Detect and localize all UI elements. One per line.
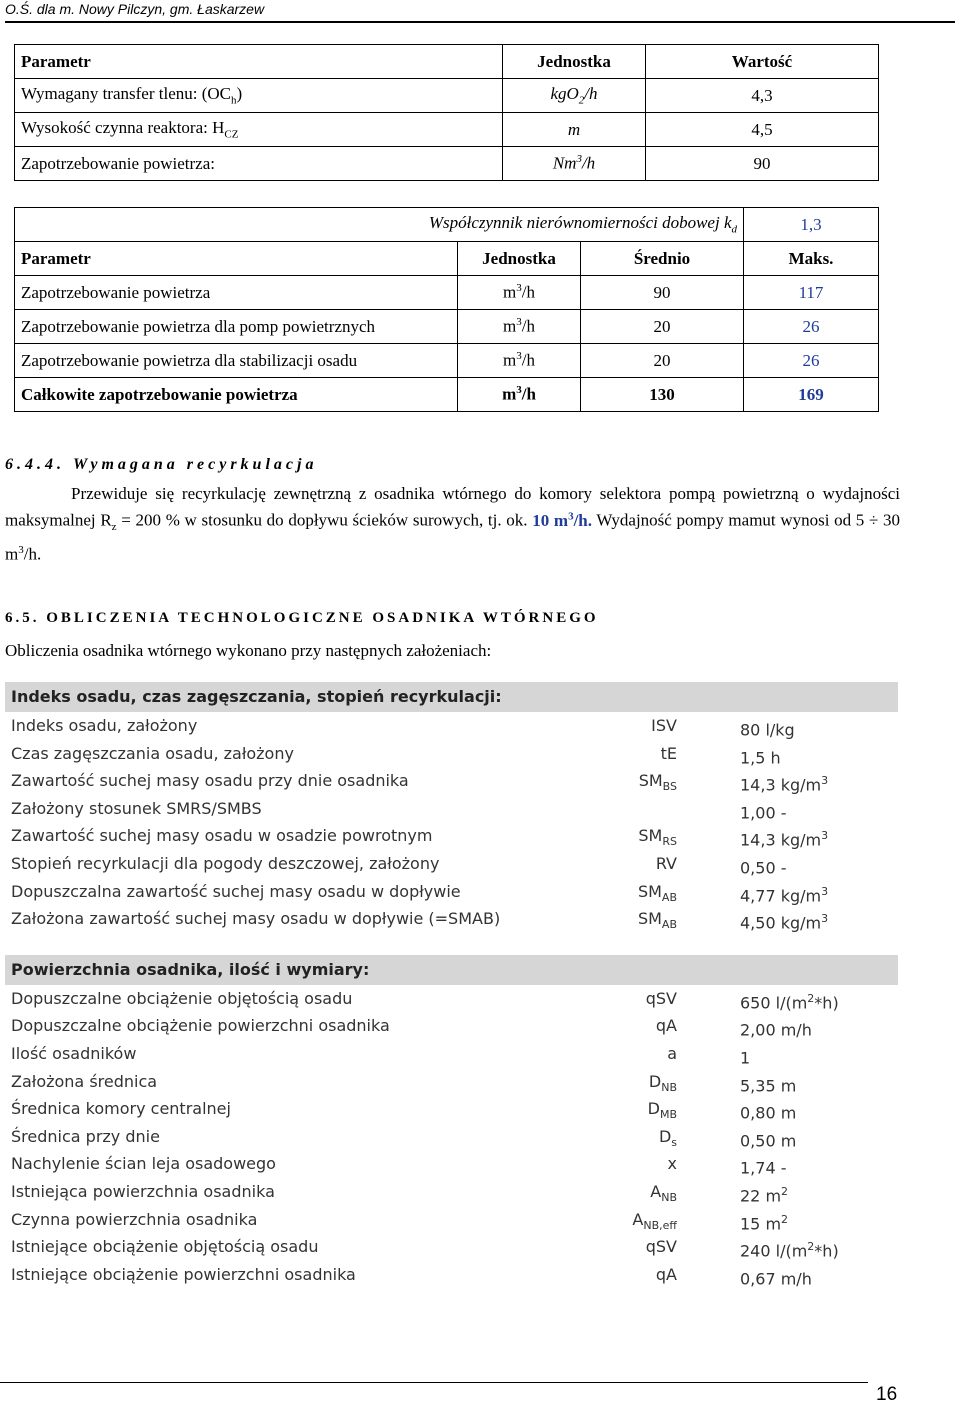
calc-symbol: tE — [660, 743, 677, 763]
calc-symbol: $SM_{AB}$ — [637, 909, 677, 932]
calc-label: Założona zawartość suchej masy osadu w dopływie (=SMAB) — [11, 909, 501, 929]
oxygen-table — [14, 44, 879, 181]
calc-label: Nachylenie ścian leja osadowego — [11, 1154, 276, 1174]
footer-rule — [0, 1382, 868, 1383]
calc-row — [5, 712, 898, 740]
col-header-unit: Jednostka — [458, 242, 581, 276]
calc-row — [5, 1150, 898, 1178]
calc-value: 0,80 m — [740, 1103, 797, 1123]
group-heading: Indeks osadu, czas zagęszczania, stopień recyrkulacji: — [5, 682, 898, 712]
calc-row — [5, 850, 898, 878]
calc-value: 80 l/kg — [740, 720, 795, 740]
calc-label: Istniejące obciążenie powierzchni osadnika — [11, 1264, 356, 1284]
table-row: Zapotrzebowanie powietrza dla stabilizacji osadu $m^3/h$ 20 26 — [15, 344, 879, 378]
table-row: Wysokość czynna reaktora: $H_{CZ}$ m 4,5 — [15, 113, 879, 147]
calculation-panel — [5, 682, 898, 1288]
factor-label: Współczynnik nierównomierności dobowej $k_d$ — [15, 208, 744, 242]
calc-row — [5, 1178, 898, 1206]
col-header-avg: Średnio — [581, 242, 744, 276]
table-row: Całkowite zapotrzebowanie powietrza $m^3/h$ 130 169 — [15, 378, 879, 412]
calc-symbol: qA — [655, 1016, 677, 1036]
calc-value: 0,50 m — [740, 1131, 797, 1151]
table-row: Zapotrzebowanie powietrza: Nm$^3$/h 90 — [15, 147, 879, 181]
calc-symbol: $A_{NB}$ — [650, 1181, 677, 1205]
calc-symbol: qA — [655, 1264, 677, 1284]
intro-text: Obliczenia osadnika wtórnego wykonano przy następnych założeniach: — [5, 641, 492, 660]
calc-value: 0,67 m/h — [740, 1269, 812, 1289]
calc-label: Dopuszczalna zawartość suchej masy osadu w dopływie — [11, 881, 461, 901]
group-heading: Powierzchnia osadnika, ilość i wymiary: — [5, 955, 898, 985]
calc-value: 15 $m^2$ — [740, 1212, 789, 1233]
calc-value: 22 $m^2$ — [740, 1184, 789, 1206]
calc-label: Założony stosunek SMRS/SMBS — [11, 798, 262, 818]
calc-label: Średnica przy dnie — [11, 1126, 160, 1146]
calc-row — [5, 905, 898, 933]
calc-label: Istniejące obciążenie objętością osadu — [11, 1237, 319, 1257]
col-header-max: Maks. — [744, 242, 879, 276]
calc-value: 240 $l/(m^2*h)$ — [740, 1240, 839, 1261]
calc-symbol: qSV — [645, 988, 677, 1008]
calc-symbol: $SM_{AB}$ — [637, 881, 677, 904]
calc-value: 1,74 - — [740, 1158, 787, 1178]
col-header-value: Wartość — [646, 45, 879, 79]
calc-row — [5, 878, 898, 906]
calc-row — [5, 1123, 898, 1151]
calc-row — [5, 1068, 898, 1096]
calc-label: Zawartość suchej masy osadu w osadzie powrotnym — [11, 826, 433, 846]
calc-row — [5, 1206, 898, 1234]
calc-row — [5, 822, 898, 850]
calc-symbol: ISV — [651, 716, 677, 735]
calc-row — [5, 985, 898, 1013]
section-heading: 6.4.4. Wymagana recyrkulacja — [5, 456, 318, 473]
calc-value: 5,35 m — [740, 1075, 797, 1095]
calc-value: 14,3 $kg/m^3$ — [740, 829, 829, 850]
calc-value: 14,3 $kg/m^3$ — [740, 774, 829, 795]
calc-row — [5, 1261, 898, 1289]
calc-value: 1,5 h — [740, 747, 781, 767]
calc-row — [5, 1233, 898, 1261]
table-row: Zapotrzebowanie powietrza $m^3/h$ 90 117 — [15, 276, 879, 310]
factor-value: 1,3 — [744, 208, 879, 242]
calc-symbol: x — [667, 1154, 677, 1174]
calc-label: Dopuszczalne obciążenie objętością osadu — [11, 988, 353, 1008]
calc-value: 2,00 m/h — [740, 1020, 812, 1040]
col-header-param: Parametr — [15, 242, 458, 276]
table-row: Wymagany transfer tlenu: $(OC_h)$ kgO$_2$/h 4,3 — [15, 79, 879, 113]
air-demand-table — [14, 207, 879, 412]
calc-value: 4,50 $kg/m^3$ — [740, 912, 829, 933]
calc-label: Założona średnica — [11, 1071, 158, 1091]
section-heading: 6.5. OBLICZENIA TECHNOLOGICZNE OSADNIKA WTÓRNEGO — [5, 610, 599, 626]
calc-value: 0,50 - — [740, 858, 787, 878]
calc-symbol: $SM_{RS}$ — [638, 826, 677, 849]
calc-value: 4,77 $kg/m^3$ — [740, 884, 829, 905]
calc-symbol: RV — [655, 853, 677, 873]
table-row: Zapotrzebowanie powietrza dla pomp powietrznych $m^3/h$ 20 26 — [15, 310, 879, 344]
calc-label: Ilość osadników — [11, 1043, 137, 1063]
calc-label: Indeks osadu, założony — [11, 716, 198, 735]
calc-symbol: $D_{MB}$ — [647, 1099, 677, 1122]
calc-symbol: qSV — [645, 1237, 677, 1257]
calc-symbol: a — [667, 1043, 677, 1063]
calc-value: 1 — [740, 1048, 751, 1068]
section-paragraph: Przewiduje się recyrkulację zewnętrzną z osadnika wtórnego do komory selektora pompą powietrzną o wydajności maksymalnej $R_z = 200$ % w stosunku do dopływu ścieków surowych, tj. ok. 10 $m^3/h$. Wydajność pompy mamut wynosi od 5 ÷ 30 $m^3/h$. — [5, 484, 901, 564]
calc-label: Czas zagęszczania osadu, założony — [11, 743, 294, 763]
calc-row — [5, 1012, 898, 1040]
calc-label: Czynna powierzchnia osadnika — [11, 1209, 258, 1229]
calc-symbol: $D_s$ — [658, 1126, 677, 1149]
calc-row — [5, 795, 898, 823]
calc-row — [5, 1040, 898, 1068]
calc-row — [5, 740, 898, 768]
calc-symbol: $A_{NB,eff}$ — [632, 1209, 677, 1232]
calc-label: Dopuszczalne obciążenie powierzchni osadnika — [11, 1016, 390, 1036]
col-header-param: Parametr — [15, 45, 503, 79]
page-header: O.Ś. dla m. Nowy Pilczyn, gm. Łaskarzew — [5, 1, 955, 23]
calc-symbol: $D_{NB}$ — [648, 1071, 677, 1094]
page-number: 16 — [876, 1384, 898, 1405]
calc-value: 650 $l/(m^2*h)$ — [740, 991, 839, 1013]
calc-label: Istniejąca powierzchnia osadnika — [11, 1181, 275, 1201]
col-header-unit: Jednostka — [503, 45, 646, 79]
calc-label: Zawartość suchej masy osadu przy dnie osadnika — [11, 771, 409, 791]
calc-row — [5, 1095, 898, 1123]
calc-row — [5, 767, 898, 795]
calc-symbol: $SM_{BS}$ — [638, 771, 677, 794]
calc-value: 1,00 - — [740, 803, 787, 823]
calc-label: Stopień recyrkulacji dla pogody deszczowej, założony — [11, 853, 440, 873]
calc-label: Średnica komory centralnej — [11, 1099, 231, 1119]
